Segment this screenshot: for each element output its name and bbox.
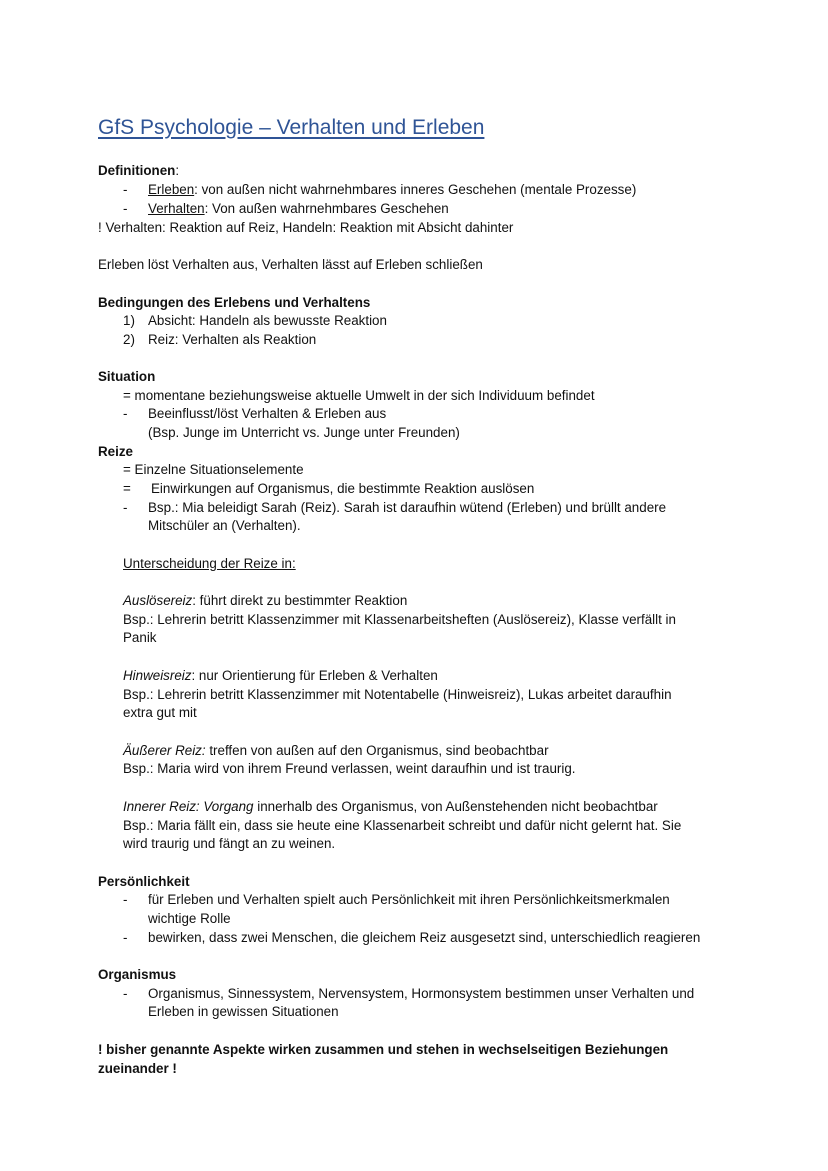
reiz-term: Äußerer Reiz: bbox=[123, 743, 206, 758]
situation-example: (Bsp. Junge im Unterricht vs. Junge unter Freunden) bbox=[148, 425, 460, 440]
definitionen-summary: Erleben löst Verhalten aus, Verhalten lässt auf Erleben schließen bbox=[98, 257, 483, 272]
reize-subheading: Unterscheidung der Reize in: bbox=[123, 556, 296, 571]
bedingungen-heading: Bedingungen des Erlebens und Verhaltens bbox=[98, 295, 371, 310]
definition-text: : Von außen wahrnehmbares Geschehen bbox=[204, 201, 449, 216]
bullet-dash: - bbox=[123, 892, 128, 907]
reiz-example: Bsp.: Maria fällt ein, dass sie heute eine Klassenarbeit schreibt und dafür nicht gelernt hat. Sie bbox=[123, 818, 682, 833]
page-title: GfS Psychologie – Verhalten und Erleben bbox=[98, 116, 485, 139]
reiz-type-aeusserer bbox=[123, 742, 549, 760]
definitionen-note: ! Verhalten: Reaktion auf Reiz, Handeln: Reaktion mit Absicht dahinter bbox=[98, 220, 514, 235]
bullet-dash: - bbox=[123, 406, 128, 421]
definition-item-erleben bbox=[148, 181, 636, 199]
reiz-type-innerer bbox=[123, 798, 658, 816]
reiz-term: Hinweisreiz bbox=[123, 668, 192, 683]
persoenlichkeit-heading: Persönlichkeit bbox=[98, 874, 190, 889]
list-number: 2) bbox=[123, 332, 135, 347]
reiz-term: Innerer Reiz: Vorgang bbox=[123, 799, 254, 814]
definition-term: Verhalten bbox=[148, 201, 205, 216]
reiz-example-cont: wird traurig und fängt an zu weinen. bbox=[123, 836, 336, 851]
reiz-desc: : führt direkt zu bestimmter Reaktion bbox=[192, 593, 408, 608]
organismus-bullet-cont: Erleben in gewissen Situationen bbox=[148, 1004, 339, 1019]
reiz-example: Bsp.: Lehrerin betritt Klassenzimmer mit Klassenarbeitsheften (Auslösereiz), Klasse verfällt in bbox=[123, 612, 676, 627]
definition-text: : von außen nicht wahrnehmbares inneres Geschehen (mentale Prozesse) bbox=[194, 182, 637, 197]
bullet-dash: - bbox=[123, 500, 128, 515]
bullet-dash: - bbox=[123, 930, 128, 945]
list-item: Reiz: Verhalten als Reaktion bbox=[148, 332, 317, 347]
reize-heading: Reize bbox=[98, 444, 133, 459]
situation-definition: = momentane beziehungsweise aktuelle Umwelt in der sich Individuum befindet bbox=[123, 388, 595, 403]
reize-example-cont: Mitschüler an (Verhalten). bbox=[148, 518, 301, 533]
bullet-dash: - bbox=[123, 182, 128, 197]
reize-example: Bsp.: Mia beleidigt Sarah (Reiz). Sarah ist daraufhin wütend (Erleben) und brüllt andere bbox=[148, 500, 667, 515]
persoenlichkeit-bullet: für Erleben und Verhalten spielt auch Persönlichkeit mit ihren Persönlichkeitsmerkmalen bbox=[148, 892, 670, 907]
reiz-desc: treffen von außen auf den Organismus, sind beobachtbar bbox=[205, 743, 549, 758]
definition-term: Erleben bbox=[148, 182, 195, 197]
reize-eq-text: Einwirkungen auf Organismus, die bestimmte Reaktion auslösen bbox=[151, 481, 535, 496]
reiz-desc: innerhalb des Organismus, von Außenstehenden nicht beobachtbar bbox=[253, 799, 658, 814]
list-item: Absicht: Handeln als bewusste Reaktion bbox=[148, 313, 387, 328]
persoenlichkeit-bullet: bewirken, dass zwei Menschen, die gleichem Reiz ausgesetzt sind, unterschiedlich reagieren bbox=[148, 930, 701, 945]
reiz-example-cont: Panik bbox=[123, 630, 157, 645]
reiz-type-hinweisreiz bbox=[123, 667, 438, 685]
reiz-type-ausloesereiz bbox=[123, 592, 407, 610]
definitionen-colon: : bbox=[175, 163, 180, 178]
reize-definition: = Einzelne Situationselemente bbox=[123, 462, 304, 477]
list-number: 1) bbox=[123, 313, 135, 328]
situation-heading: Situation bbox=[98, 369, 156, 384]
reiz-example: Bsp.: Lehrerin betritt Klassenzimmer mit Notentabelle (Hinweisreiz), Lukas arbeitet daraufhin bbox=[123, 687, 672, 702]
organismus-heading: Organismus bbox=[98, 967, 177, 982]
definitionen-heading: Definitionen bbox=[98, 163, 176, 178]
bullet-dash: - bbox=[123, 986, 128, 1001]
definitionen-heading-line bbox=[98, 162, 179, 180]
persoenlichkeit-bullet-cont: wichtige Rolle bbox=[148, 911, 231, 926]
organismus-bullet: Organismus, Sinnessystem, Nervensystem, Hormonsystem bestimmen unser Verhalten und bbox=[148, 986, 695, 1001]
reiz-example-cont: extra gut mit bbox=[123, 705, 197, 720]
situation-bullet: Beeinflusst/löst Verhalten & Erleben aus bbox=[148, 406, 387, 421]
bullet-dash: - bbox=[123, 201, 128, 216]
equals-mark: = bbox=[123, 481, 131, 496]
definition-item-verhalten bbox=[148, 200, 449, 218]
conclusion-line: ! bisher genannte Aspekte wirken zusammen und stehen in wechselseitigen Beziehungen bbox=[98, 1042, 669, 1057]
conclusion-line-cont: zueinander ! bbox=[98, 1061, 177, 1076]
reiz-desc: : nur Orientierung für Erleben & Verhalten bbox=[191, 668, 438, 683]
reiz-term: Auslösereiz bbox=[123, 593, 193, 608]
reiz-example: Bsp.: Maria wird von ihrem Freund verlassen, weint daraufhin und ist traurig. bbox=[123, 761, 576, 776]
